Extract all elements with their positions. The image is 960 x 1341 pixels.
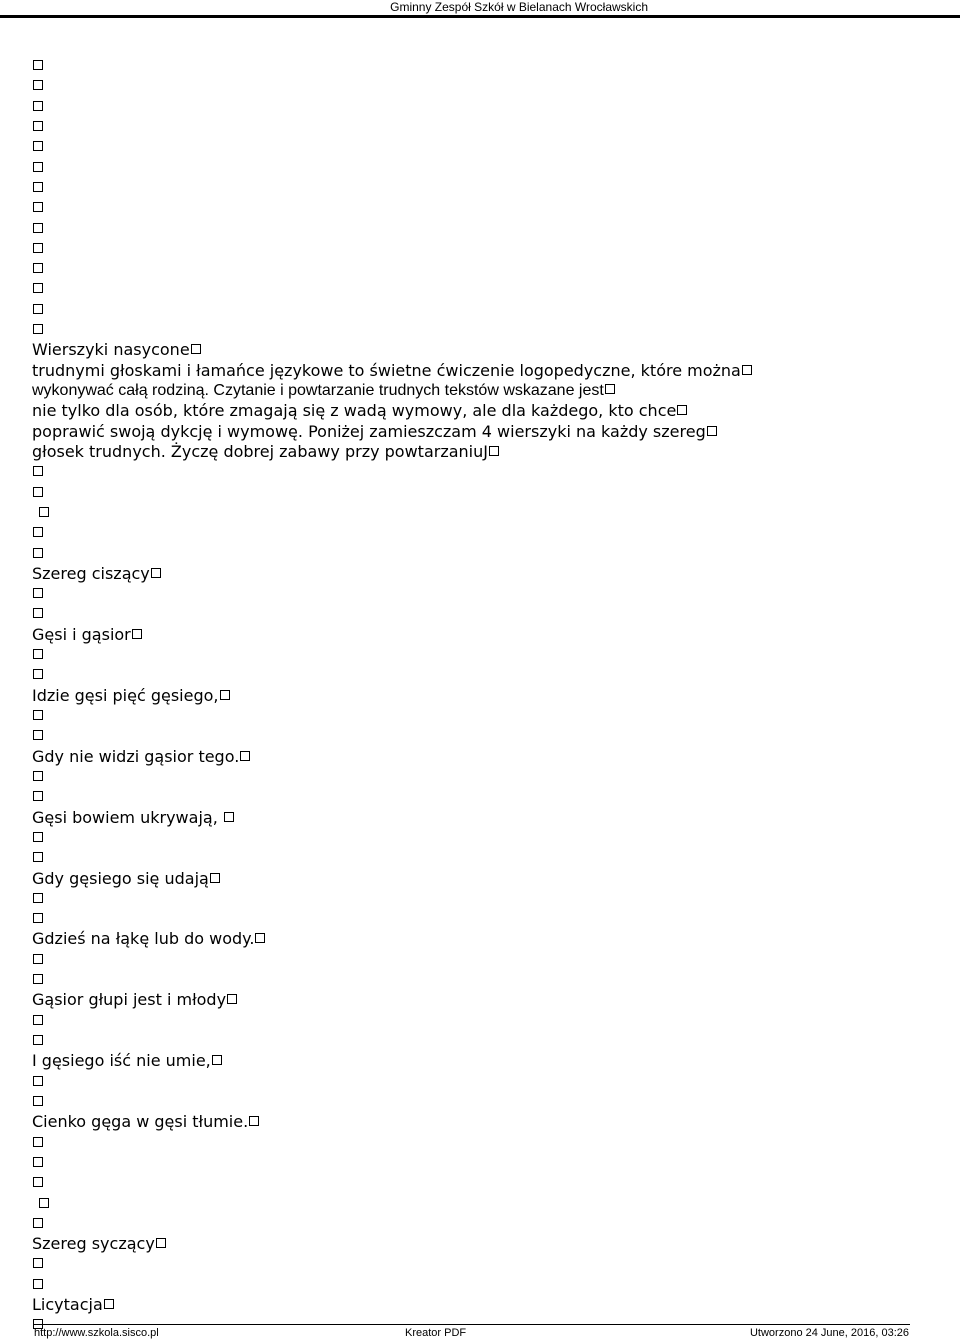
footer-divider — [34, 1324, 910, 1325]
missing-glyph-box-icon — [33, 1035, 43, 1045]
line-text: Gęsi i gąsior — [32, 624, 131, 644]
text-line — [32, 726, 932, 746]
text-line — [32, 1275, 932, 1295]
text-line — [32, 381, 932, 401]
missing-glyph-box-icon — [489, 446, 499, 456]
line-text: Gąsior głupi jest i młody — [32, 990, 227, 1010]
text-line — [32, 239, 932, 259]
text-line — [32, 198, 932, 218]
text-line — [32, 889, 932, 909]
line-text: Gdy gęsiego się udają — [32, 868, 209, 888]
text-line — [32, 1092, 932, 1112]
text-line — [32, 625, 932, 645]
text-line — [32, 1112, 932, 1132]
missing-glyph-box-icon — [151, 568, 161, 578]
missing-glyph-box-icon — [33, 548, 43, 558]
text-line — [32, 564, 932, 584]
line-text: wykonywać całą rodziną. Czytanie i powtarzanie trudnych tekstów wskazane jest — [32, 382, 604, 399]
text-line — [32, 340, 932, 360]
text-line — [32, 544, 932, 564]
header-divider — [0, 15, 960, 18]
text-line — [32, 1153, 932, 1173]
missing-glyph-box-icon — [605, 384, 615, 394]
line-text: Szereg syczący — [32, 1234, 155, 1254]
footer-created-date: Utworzono 24 June, 2016, 03:26 — [749, 1327, 909, 1339]
text-line — [32, 219, 932, 239]
missing-glyph-box-icon — [33, 263, 43, 273]
missing-glyph-box-icon — [249, 1116, 259, 1126]
missing-glyph-box-icon — [33, 182, 43, 192]
text-line — [32, 300, 932, 320]
missing-glyph-box-icon — [677, 405, 687, 415]
missing-glyph-box-icon — [33, 527, 43, 537]
missing-glyph-box-icon — [33, 913, 43, 923]
text-line — [32, 1011, 932, 1031]
missing-glyph-box-icon — [39, 507, 49, 517]
line-text: Idzie gęsi pięć gęsiego, — [32, 685, 219, 705]
text-line — [32, 869, 932, 889]
missing-glyph-box-icon — [227, 994, 237, 1004]
text-line — [32, 990, 932, 1010]
missing-glyph-box-icon — [33, 304, 43, 314]
text-line — [32, 828, 932, 848]
missing-glyph-box-icon — [33, 202, 43, 212]
missing-glyph-box-icon — [33, 243, 43, 253]
text-line — [32, 909, 932, 929]
text-line — [32, 1295, 932, 1315]
missing-glyph-box-icon — [156, 1238, 166, 1248]
text-line — [32, 1133, 932, 1153]
missing-glyph-box-icon — [33, 608, 43, 618]
missing-glyph-box-icon — [39, 1198, 49, 1208]
text-line — [32, 158, 932, 178]
line-text: Cienko gęga w gęsi tłumie. — [32, 1112, 249, 1132]
document-body — [32, 56, 932, 1336]
text-line — [32, 320, 932, 340]
missing-glyph-box-icon — [212, 1055, 222, 1065]
text-line — [32, 970, 932, 990]
text-line — [32, 1214, 932, 1234]
text-line — [32, 747, 932, 767]
text-line — [32, 1234, 932, 1254]
text-line — [32, 279, 932, 299]
text-line — [32, 523, 932, 543]
text-line — [32, 929, 932, 949]
text-line — [32, 361, 932, 381]
text-line — [32, 604, 932, 624]
missing-glyph-box-icon — [33, 1076, 43, 1086]
missing-glyph-box-icon — [255, 933, 265, 943]
missing-glyph-box-icon — [33, 954, 43, 964]
text-line — [32, 1194, 932, 1214]
line-text: Szereg ciszący — [32, 563, 150, 583]
text-line — [32, 137, 932, 157]
missing-glyph-box-icon — [33, 588, 43, 598]
text-line — [32, 401, 932, 421]
missing-glyph-box-icon — [33, 893, 43, 903]
text-line — [32, 117, 932, 137]
missing-glyph-box-icon — [210, 873, 220, 883]
missing-glyph-box-icon — [33, 791, 43, 801]
text-line — [32, 422, 932, 442]
missing-glyph-box-icon — [33, 1279, 43, 1289]
missing-glyph-box-icon — [240, 751, 250, 761]
missing-glyph-box-icon — [33, 852, 43, 862]
text-line — [32, 1051, 932, 1071]
line-text: głosek trudnych. Życzę dobrej zabawy przy powtarzaniuJ — [32, 441, 488, 461]
line-text: Gdy nie widzi gąsior tego. — [32, 746, 240, 766]
text-line — [32, 665, 932, 685]
missing-glyph-box-icon — [33, 101, 43, 111]
text-line — [32, 76, 932, 96]
missing-glyph-box-icon — [224, 812, 234, 822]
missing-glyph-box-icon — [33, 121, 43, 131]
missing-glyph-box-icon — [707, 426, 717, 436]
missing-glyph-box-icon — [33, 669, 43, 679]
missing-glyph-box-icon — [132, 629, 142, 639]
text-line — [32, 808, 932, 828]
missing-glyph-box-icon — [33, 60, 43, 70]
text-line — [32, 787, 932, 807]
line-text: nie tylko dla osób, które zmagają się z wadą wymowy, ale dla każdego, kto chce — [32, 401, 677, 421]
missing-glyph-box-icon — [33, 223, 43, 233]
missing-glyph-box-icon — [33, 1015, 43, 1025]
missing-glyph-box-icon — [33, 466, 43, 476]
missing-glyph-box-icon — [191, 344, 201, 354]
line-text: Gęsi bowiem ukrywają, — [32, 807, 223, 827]
text-line — [32, 686, 932, 706]
missing-glyph-box-icon — [33, 1258, 43, 1268]
text-line — [32, 1254, 932, 1274]
missing-glyph-box-icon — [742, 365, 752, 375]
text-line — [32, 97, 932, 117]
line-text: poprawić swoją dykcję i wymowę. Poniżej zamieszczam 4 wierszyki na każdy szereg — [32, 421, 706, 441]
text-line — [32, 706, 932, 726]
footer-url[interactable]: http://www.szkola.sisco.pl — [34, 1327, 159, 1339]
missing-glyph-box-icon — [33, 730, 43, 740]
missing-glyph-box-icon — [33, 141, 43, 151]
line-text: trudnymi głoskami i łamańce językowe to świetne ćwiczenie logopedyczne, które można — [32, 360, 741, 380]
line-text: Gdzieś na łąkę lub do wody. — [32, 929, 255, 949]
text-line — [32, 645, 932, 665]
missing-glyph-box-icon — [220, 690, 230, 700]
missing-glyph-box-icon — [33, 487, 43, 497]
line-text: Licytacja — [32, 1295, 103, 1315]
text-line — [32, 259, 932, 279]
header-title: Gminny Zespół Szkół w Bielanach Wrocławskich — [390, 0, 648, 14]
page-footer — [0, 1324, 960, 1341]
missing-glyph-box-icon — [33, 649, 43, 659]
text-line — [32, 503, 932, 523]
missing-glyph-box-icon — [33, 771, 43, 781]
text-line — [32, 178, 932, 198]
missing-glyph-box-icon — [33, 974, 43, 984]
page-header — [0, 0, 960, 16]
line-text: Wierszyki nasycone — [32, 340, 190, 360]
missing-glyph-box-icon — [33, 710, 43, 720]
missing-glyph-box-icon — [33, 1096, 43, 1106]
missing-glyph-box-icon — [33, 324, 43, 334]
text-line — [32, 442, 932, 462]
text-line — [32, 56, 932, 76]
text-line — [32, 483, 932, 503]
missing-glyph-box-icon — [33, 1157, 43, 1167]
missing-glyph-box-icon — [33, 283, 43, 293]
missing-glyph-box-icon — [33, 162, 43, 172]
missing-glyph-box-icon — [33, 832, 43, 842]
text-line — [32, 1031, 932, 1051]
text-line — [32, 462, 932, 482]
text-line — [32, 848, 932, 868]
text-line — [32, 950, 932, 970]
text-line — [32, 767, 932, 787]
missing-glyph-box-icon — [33, 1177, 43, 1187]
text-line — [32, 1072, 932, 1092]
text-line — [32, 584, 932, 604]
missing-glyph-box-icon — [33, 1137, 43, 1147]
line-text: I gęsiego iść nie umie, — [32, 1051, 211, 1071]
missing-glyph-box-icon — [104, 1299, 114, 1309]
text-line — [32, 1173, 932, 1193]
missing-glyph-box-icon — [33, 1218, 43, 1228]
missing-glyph-box-icon — [33, 80, 43, 90]
footer-creator: Kreator PDF — [405, 1327, 467, 1339]
